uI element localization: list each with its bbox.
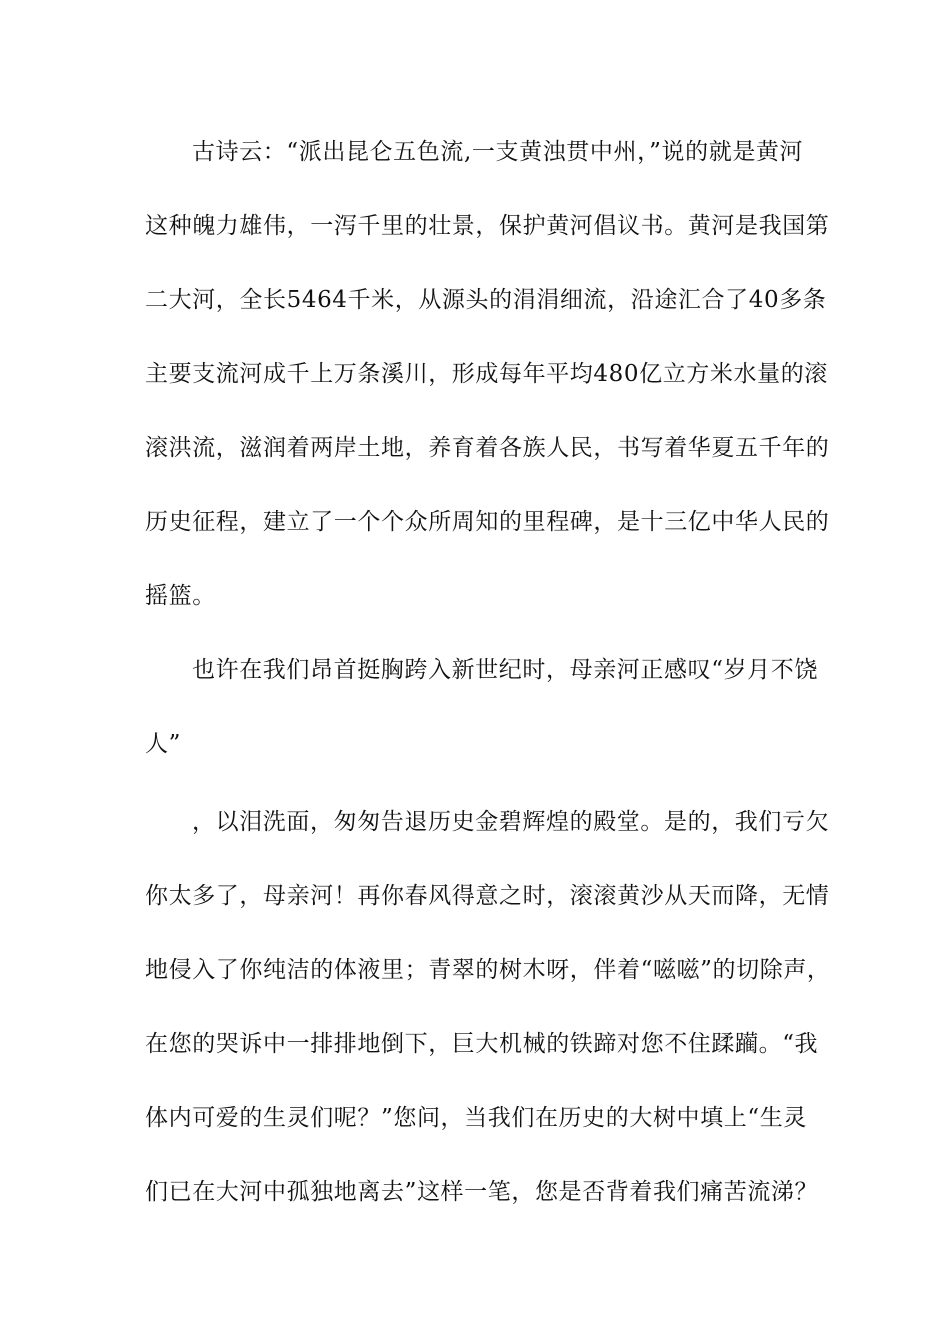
text-line: 体内可爱的生灵们呢？”您问，当我们在历史的大树中填上“生灵 xyxy=(145,1105,807,1131)
text-line: 摇篮。 xyxy=(145,583,216,609)
text-line: ，以泪洗面，匆匆告退历史金碧辉煌的殿堂。是的，我们亏欠 xyxy=(192,809,830,835)
text-line: 人” xyxy=(145,731,181,757)
text-line: 地侵入了你纯洁的体液里；青翠的树木呀，伴着“嗞嗞”的切除声， xyxy=(145,957,831,983)
text-line: 这种魄力雄伟，一泻千里的壮景，保护黄河倡议书。黄河是我国第 xyxy=(145,213,830,239)
text-line: 在您的哭诉中一排排地倒下，巨大机械的铁蹄对您不住蹂躏。“我 xyxy=(145,1031,819,1057)
text-line: 二大河，全长5464千米，从源头的涓涓细流，沿途汇合了40多条 xyxy=(145,287,827,313)
text-line: 历史征程，建立了一个个众所周知的里程碑，是十三亿中华人民的 xyxy=(145,509,830,535)
text-line: 滚洪流，滋润着两岸土地，养育着各族人民，书写着华夏五千年的 xyxy=(145,435,830,461)
text-line: 你太多了，母亲河！再你春风得意之时，滚滚黄沙从天而降，无情 xyxy=(145,883,830,909)
text-line: 也许在我们昂首挺胸跨入新世纪时，母亲河正感叹“岁月不饶 xyxy=(192,657,818,683)
text-line: 主要支流河成千上万条溪川，形成每年平均480亿立方米水量的滚 xyxy=(145,361,828,387)
text-line: 古诗云：“派出昆仑五色流,一支黄浊贯中州，”说的就是黄河 xyxy=(192,139,804,165)
text-line: 们已在大河中孤独地离去”这样一笔，您是否背着我们痛苦流涕？ xyxy=(145,1179,819,1205)
